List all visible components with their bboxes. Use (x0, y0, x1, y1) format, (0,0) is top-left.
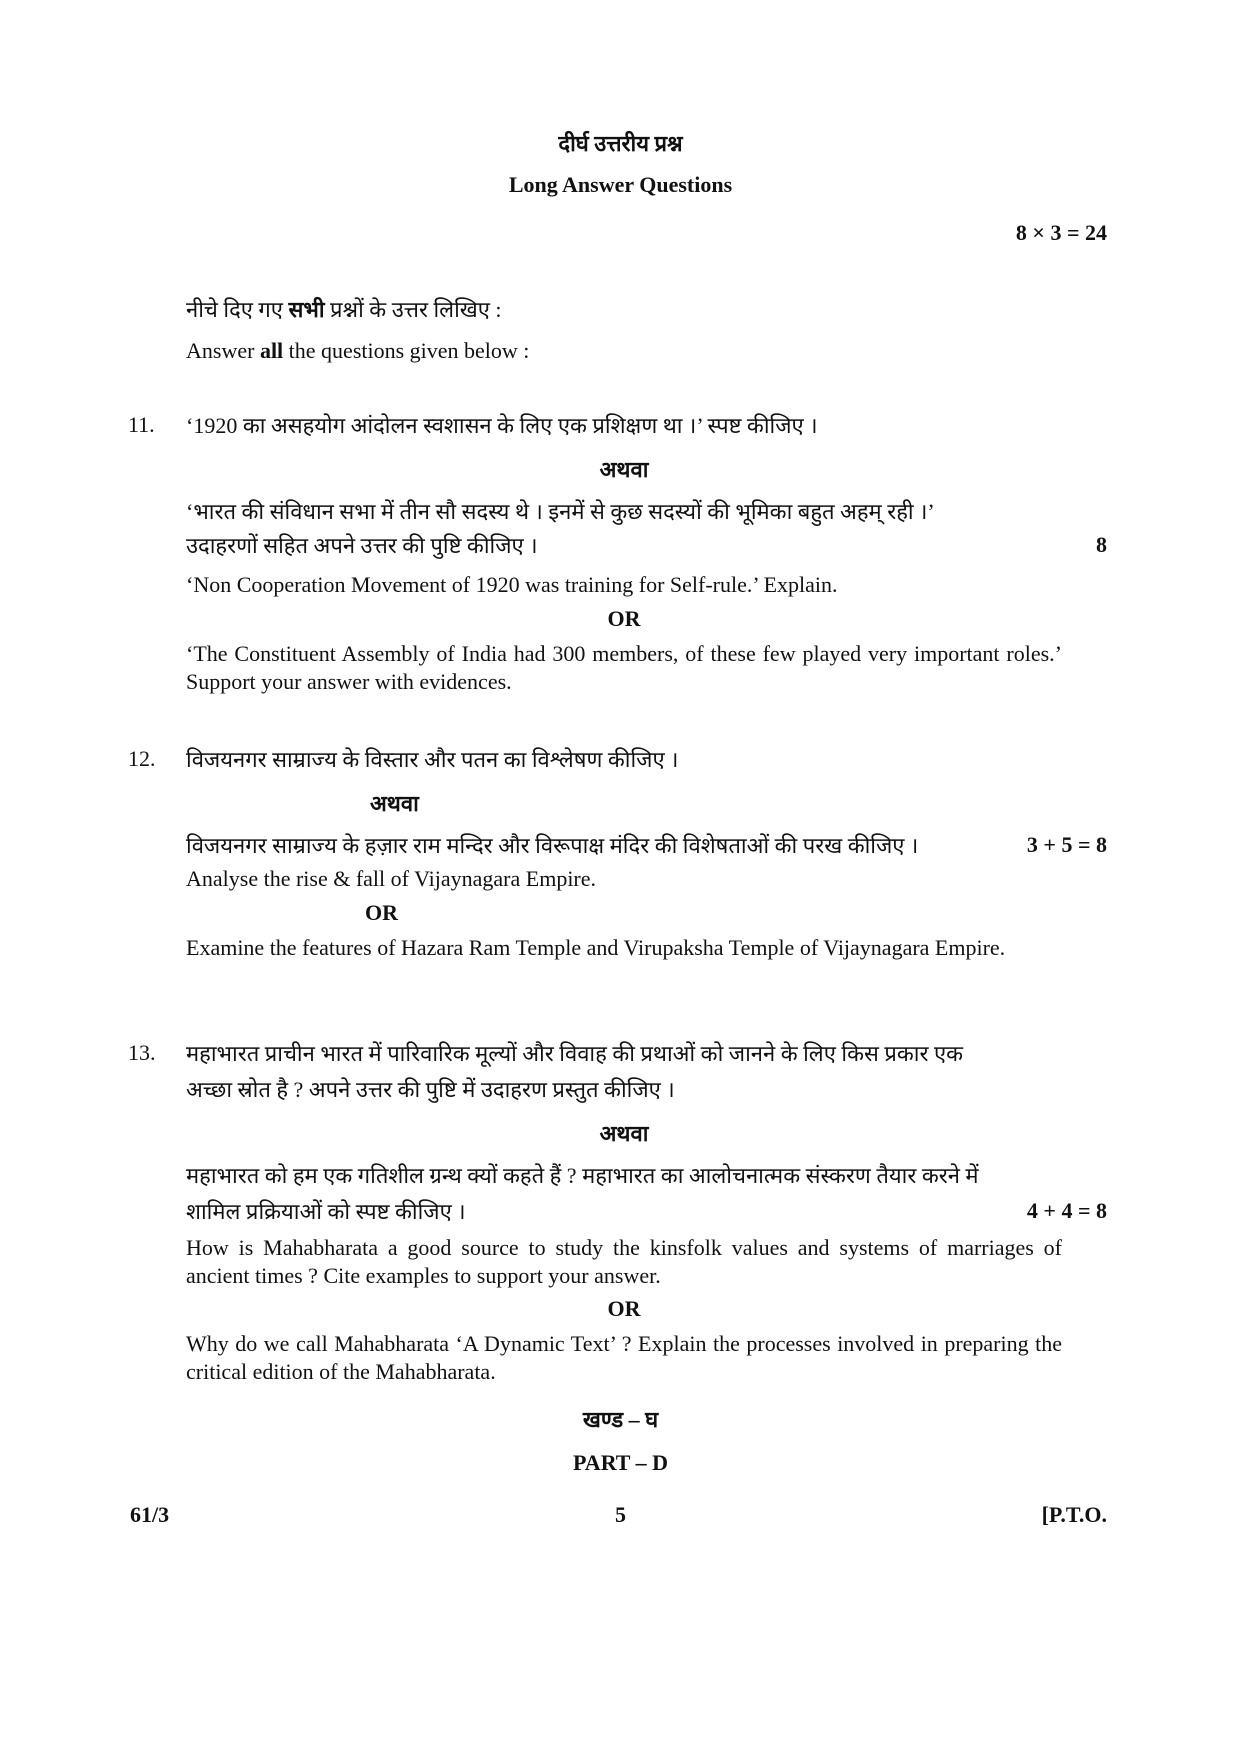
question-12-hindi: विजयनगर साम्राज्य के विस्तार और पतन का विश्लेषण कीजिए । (186, 747, 679, 772)
question-11-alt-hindi-line2: उदाहरणों सहित अपने उत्तर की पुष्टि कीजिए । (186, 533, 538, 558)
question-12-marks: 3 + 5 = 8 (1026, 832, 1107, 857)
or-label-hindi: अथवा (370, 791, 419, 816)
or-label-english: OR (365, 900, 398, 925)
question-number: 11. (128, 412, 155, 437)
please-turn-over: [P.T.O. (1041, 1502, 1107, 1527)
question-11-english: ‘Non Cooperation Movement of 1920 was training for Self-rule.’ Explain. (186, 572, 838, 597)
question-12-alt-english: Examine the features of Hazara Ram Temple and Virupaksha Temple of Vijaynagara Empire. (186, 935, 1006, 960)
question-13-marks: 4 + 4 = 8 (1026, 1198, 1107, 1223)
question-12-english: Analyse the rise & fall of Vijaynagara Empire. (186, 866, 597, 891)
section-title-english: Long Answer Questions (508, 172, 733, 197)
question-11-alt-english: ‘The Constituent Assembly of India had 300 members, of these few played very important roles.’ Support your answer with evidences. (186, 641, 1062, 694)
or-label-hindi: अथवा (599, 1121, 649, 1146)
question-13-alt-english: Why do we call Mahabharata ‘A Dynamic Text’ ? Explain the processes involved in preparing the critical edition of the Mahabharata. (186, 1331, 1062, 1384)
part-d-title-english: PART – D (573, 1450, 668, 1475)
question-13-alt-hindi-line2: शामिल प्रक्रियाओं को स्पष्ट कीजिए । (186, 1199, 466, 1224)
question-13-english: How is Mahabharata a good source to study the kinsfolk values and systems of marriages of ancient times ? Cite examples to support your answer. (186, 1235, 1062, 1288)
question-11-alt-hindi-line1: ‘भारत की संविधान सभा में तीन सौ सदस्य थे । इनमें से कुछ सदस्यों की भूमिका बहुत अहम् रही ।’ (186, 499, 935, 524)
or-label-hindi: अथवा (599, 457, 649, 482)
paper-code: 61/3 (130, 1502, 170, 1527)
question-number: 13. (128, 1040, 156, 1065)
question-number: 12. (128, 746, 156, 771)
or-label-english: OR (607, 606, 641, 631)
question-11-hindi: ‘1920 का असहयोग आंदोलन स्वशासन के लिए एक प्रशिक्षण था ।’ स्पष्ट कीजिए । (186, 413, 818, 438)
or-label-english: OR (607, 1296, 641, 1321)
part-d-title-hindi: खण्ड – घ (582, 1407, 659, 1432)
instruction-english: Answer all the questions given below : (186, 338, 530, 363)
question-12-alt-hindi: विजयनगर साम्राज्य के हज़ार राम मन्दिर और विरूपाक्ष मंदिर की विशेषताओं की परख कीजिए । (186, 833, 919, 858)
question-11-marks: 8 (1096, 532, 1107, 557)
question-13-hindi-line2: अच्छा स्रोत है ? अपने उत्तर की पुष्टि में उदाहरण प्रस्तुत कीजिए । (186, 1077, 675, 1102)
section-title-hindi: दीर्घ उत्तरीय प्रश्न (558, 131, 683, 156)
instruction-hindi: नीचे दिए गए सभी प्रश्नों के उत्तर लिखिए : (186, 297, 502, 322)
question-13-alt-hindi-line1: महाभारत को हम एक गतिशील ग्रन्थ क्यों कहते हैं ? महाभारत का आलोचनात्मक संस्करण तैयार करने में (186, 1163, 979, 1188)
total-marks: 8 × 3 = 24 (1015, 220, 1107, 245)
question-13-hindi-line1: महाभारत प्राचीन भारत में पारिवारिक मूल्यों और विवाह की प्रथाओं को जानने के लिए किस प्रकार एक (186, 1041, 964, 1066)
page-number: 5 (615, 1502, 626, 1527)
